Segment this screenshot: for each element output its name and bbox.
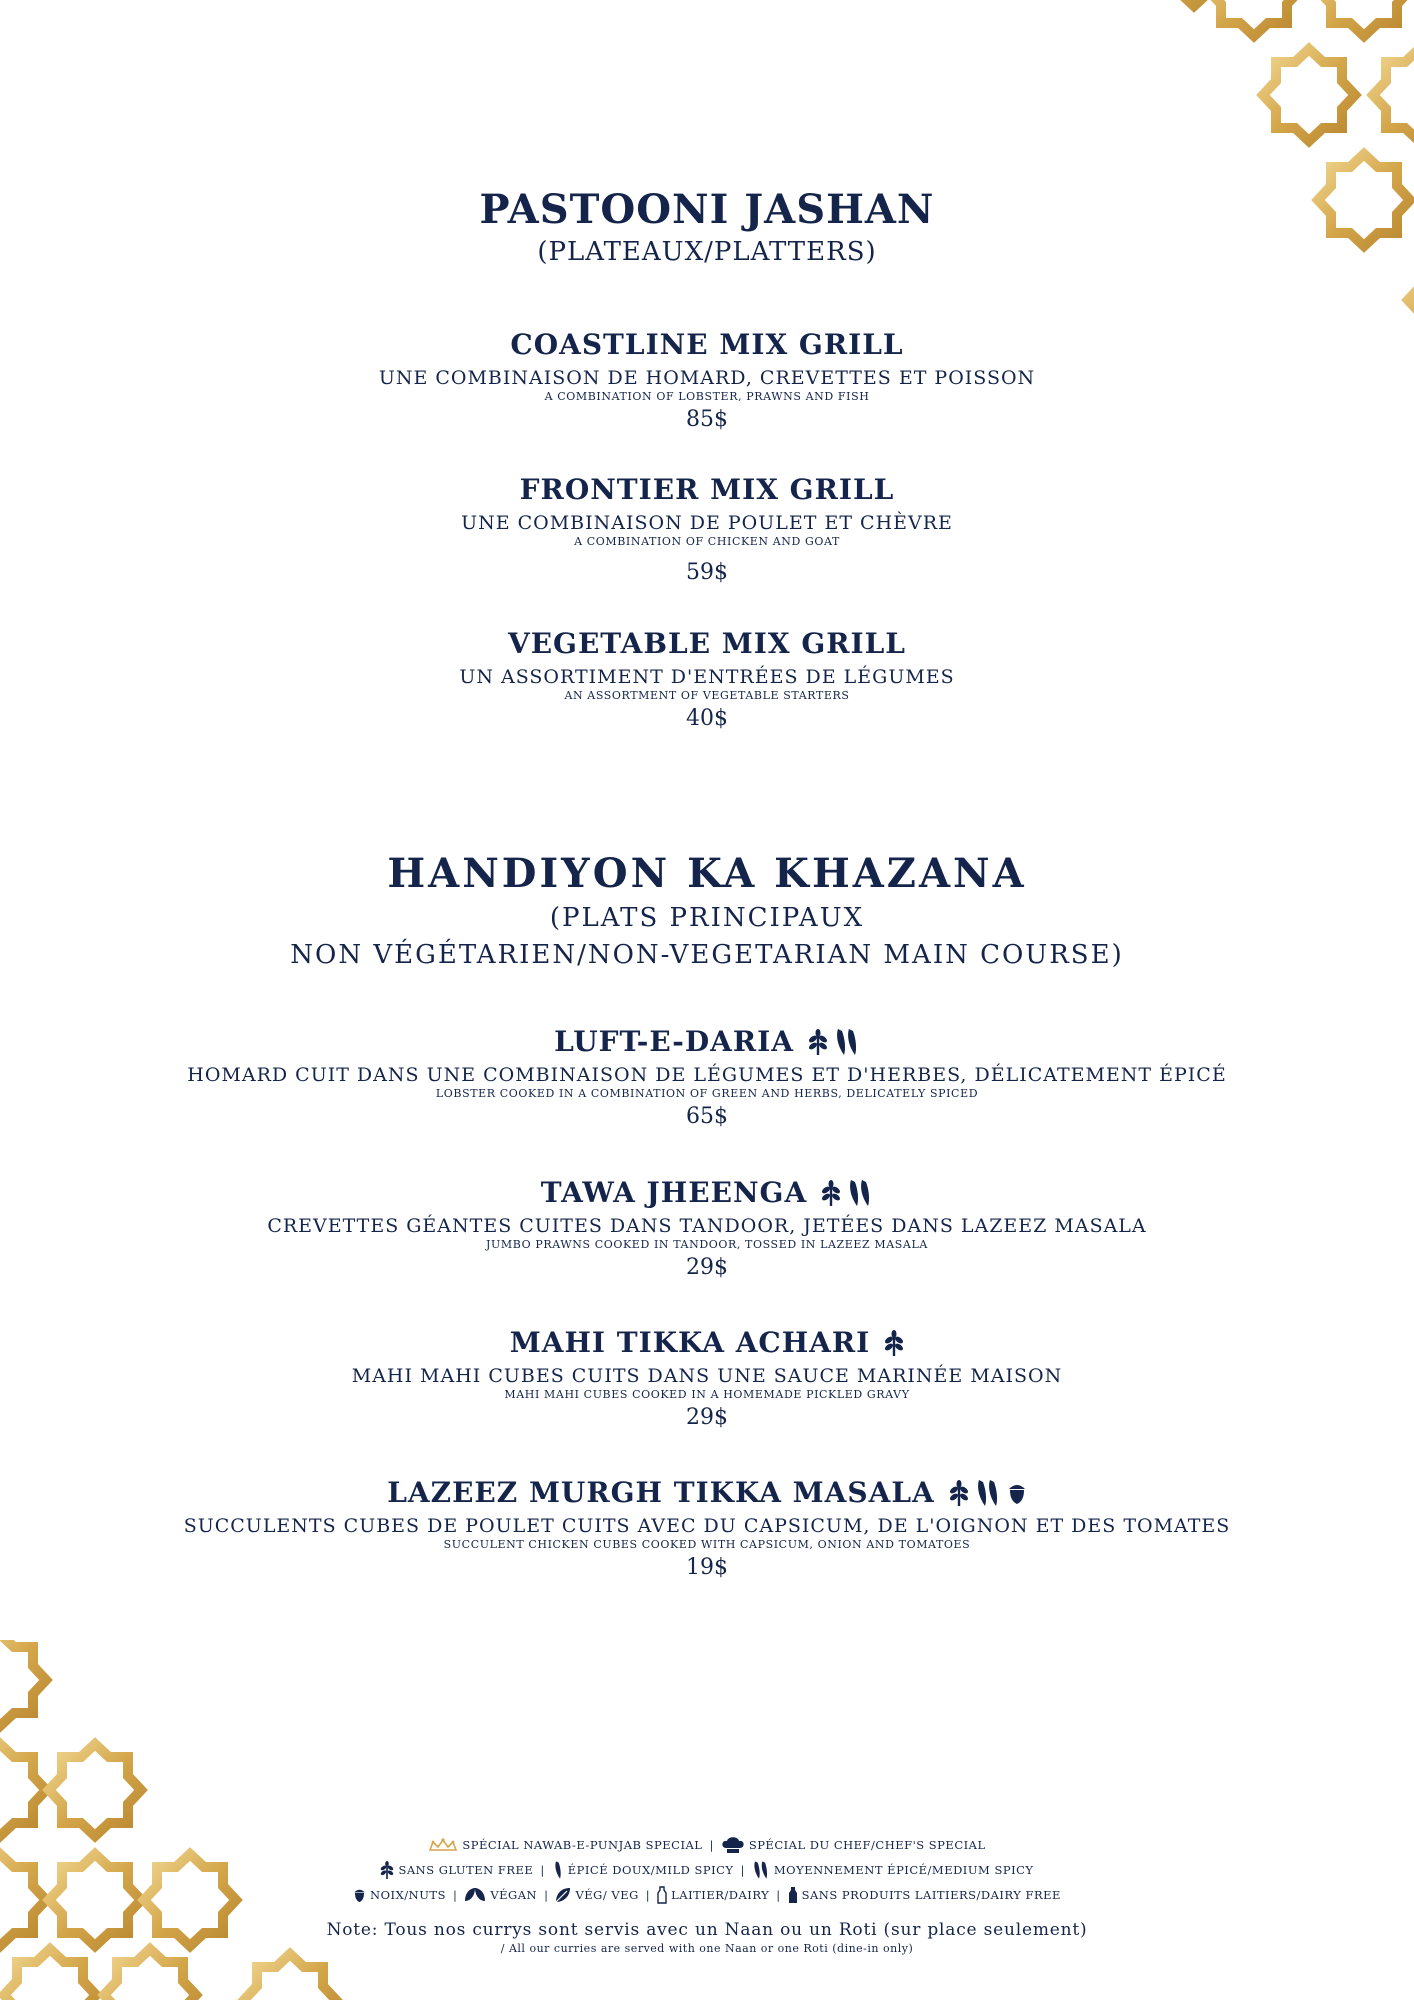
menu-item	[0, 1178, 1414, 1281]
dietary-icons	[808, 1027, 860, 1057]
item-price: 65$	[686, 1103, 728, 1129]
gluten-free-icon	[808, 1029, 828, 1055]
item-name: TAWA JHEENGA	[540, 1176, 808, 1209]
legend-gluten-free: SANS GLUTEN FREE	[398, 1862, 534, 1877]
menu-item	[0, 1328, 1414, 1431]
menu-item	[0, 330, 1414, 433]
dietary-icons	[821, 1178, 873, 1208]
item-description-fr: CREVETTES GÉANTES CUITES DANS TANDOOR, JETÉES DANS LAZEEZ MASALA	[267, 1214, 1147, 1237]
nuts-icon	[353, 1887, 366, 1903]
item-price: 40$	[686, 705, 728, 731]
section-subtitle-line2: NON VÉGÉTARIEN/NON-VEGETARIAN MAIN COURSE)	[290, 939, 1124, 970]
section-subtitle-line1: (PLATS PRINCIPAUX	[549, 903, 865, 933]
item-description-en: A COMBINATION OF CHICKEN AND GOAT	[574, 534, 840, 548]
medium-spicy-icon	[975, 1478, 1001, 1508]
medium-spicy-icon	[847, 1178, 873, 1208]
item-name: LUFT-E-DARIA	[554, 1025, 794, 1058]
legend-dairy: LAITIER/DAIRY	[671, 1887, 770, 1902]
item-description-en: MAHI MAHI CUBES COOKED IN A HOMEMADE PICKLED GRAVY	[504, 1387, 910, 1401]
legend-row: SPÉCIAL NAWAB-E-PUNJAB SPECIAL | SPÉCIAL DU CHEF/CHEF'S SPECIAL	[0, 1832, 1414, 1857]
item-price: 29$	[686, 1404, 728, 1430]
medium-spicy-icon	[834, 1027, 860, 1057]
mild-spicy-icon	[552, 1860, 564, 1880]
item-name: FRONTIER MIX GRILL	[519, 473, 895, 506]
note-fr: Note: Tous nos currys sont servis avec un Naan ou un Roti (sur place seulement)	[326, 1920, 1088, 1940]
item-name: COASTLINE MIX GRILL	[510, 328, 904, 361]
item-price: 29$	[686, 1254, 728, 1280]
item-description-fr: UN ASSORTIMENT D'ENTRÉES DE LÉGUMES	[459, 665, 955, 688]
legend-chef-special: SPÉCIAL DU CHEF/CHEF'S SPECIAL	[748, 1837, 986, 1852]
legend-veg: VÉG/ VEG	[575, 1887, 639, 1902]
legend-row: SANS GLUTEN FREE | ÉPICÉ DOUX/MILD SPICY | MOYENNEMENT ÉPICÉ/MEDIUM SPICY	[0, 1857, 1414, 1882]
veg-leaf-icon	[555, 1887, 571, 1903]
dietary-icons	[884, 1330, 904, 1356]
section-title: HANDIYON KA KHAZANA	[387, 850, 1027, 897]
gluten-free-icon	[380, 1861, 394, 1879]
menu-item	[0, 1027, 1414, 1130]
item-price: 85$	[686, 406, 728, 432]
serving-note	[0, 1920, 1414, 1955]
menu-item	[0, 1478, 1414, 1581]
gold-star-pattern-top-right	[1054, 0, 1414, 360]
item-description-en: LOBSTER COOKED IN A COMBINATION OF GREEN AND HERBS, DELICATELY SPICED	[435, 1086, 979, 1100]
legend-medium-spicy: MOYENNEMENT ÉPICÉ/MEDIUM SPICY	[773, 1862, 1034, 1877]
gluten-free-icon	[884, 1330, 904, 1356]
legend-vegan: VÉGAN	[490, 1887, 538, 1902]
menu-item	[0, 475, 1414, 586]
item-description-fr: HOMARD CUIT DANS UNE COMBINAISON DE LÉGUMES ET D'HERBES, DÉLICATEMENT ÉPICÉ	[187, 1063, 1227, 1086]
item-description-en: AN ASSORTMENT OF VEGETABLE STARTERS	[564, 688, 850, 702]
vegan-leaf-icon	[464, 1887, 486, 1903]
legend-nuts: NOIX/NUTS	[370, 1887, 446, 1902]
nuts-icon	[1007, 1481, 1027, 1505]
section-main-course-header	[0, 852, 1414, 971]
item-description-fr: SUCCULENTS CUBES DE POULET CUITS AVEC DU CAPSICUM, DE L'OIGNON ET DES TOMATES	[183, 1514, 1231, 1537]
item-name-row	[387, 1478, 1027, 1509]
item-description-fr: UNE COMBINAISON DE POULET ET CHÈVRE	[461, 511, 953, 534]
dietary-legend	[0, 1832, 1414, 1907]
legend-dairy-free: SANS PRODUITS LAITIERS/DAIRY FREE	[801, 1887, 1061, 1902]
item-description-en: SUCCULENT CHICKEN CUBES COOKED WITH CAPSICUM, ONION AND TOMATOES	[443, 1537, 971, 1551]
medium-spicy-icon	[752, 1860, 770, 1880]
gluten-free-icon	[949, 1480, 969, 1506]
section-platters-header	[0, 188, 1414, 269]
chef-hat-icon	[721, 1836, 745, 1854]
menu-item	[0, 629, 1414, 732]
milk-bottle-outline-icon	[657, 1886, 667, 1904]
section-subtitle: (PLATEAUX/PLATTERS)	[537, 237, 877, 267]
item-description-fr: UNE COMBINAISON DE HOMARD, CREVETTES ET POISSON	[378, 366, 1036, 389]
item-name: LAZEEZ MURGH TIKKA MASALA	[387, 1476, 935, 1509]
item-price: 59$	[686, 559, 728, 585]
item-description-en: JUMBO PRAWNS COOKED IN TANDOOR, TOSSED IN LAZEEZ MASALA	[486, 1237, 928, 1251]
legend-row: NOIX/NUTS | VÉGAN | VÉG/ VEG | LAITIER/DAIRY | SANS PRODUITS LAITIERS/DAIRY FREE	[0, 1882, 1414, 1907]
item-name-row	[541, 1178, 873, 1209]
section-title: PASTOONI JASHAN	[479, 186, 935, 233]
item-name-row	[554, 1027, 860, 1058]
crown-icon	[428, 1838, 458, 1852]
item-name: VEGETABLE MIX GRILL	[507, 627, 906, 660]
item-description-en: A COMBINATION OF LOBSTER, PRAWNS AND FISH	[544, 389, 870, 403]
milk-bottle-filled-icon	[788, 1886, 798, 1904]
legend-nawab-special: SPÉCIAL NAWAB-E-PUNJAB SPECIAL	[462, 1837, 703, 1852]
dietary-icons	[949, 1478, 1027, 1508]
item-name-row	[510, 1328, 905, 1359]
note-en: / All our curries are served with one Naan or one Roti (dine-in only)	[500, 1942, 914, 1955]
item-description-fr: MAHI MAHI CUBES CUITS DANS UNE SAUCE MARINÉE MAISON	[351, 1364, 1063, 1387]
legend-mild-spicy: ÉPICÉ DOUX/MILD SPICY	[567, 1862, 734, 1877]
item-name: MAHI TIKKA ACHARI	[509, 1326, 871, 1359]
gluten-free-icon	[821, 1180, 841, 1206]
item-price: 19$	[686, 1554, 728, 1580]
